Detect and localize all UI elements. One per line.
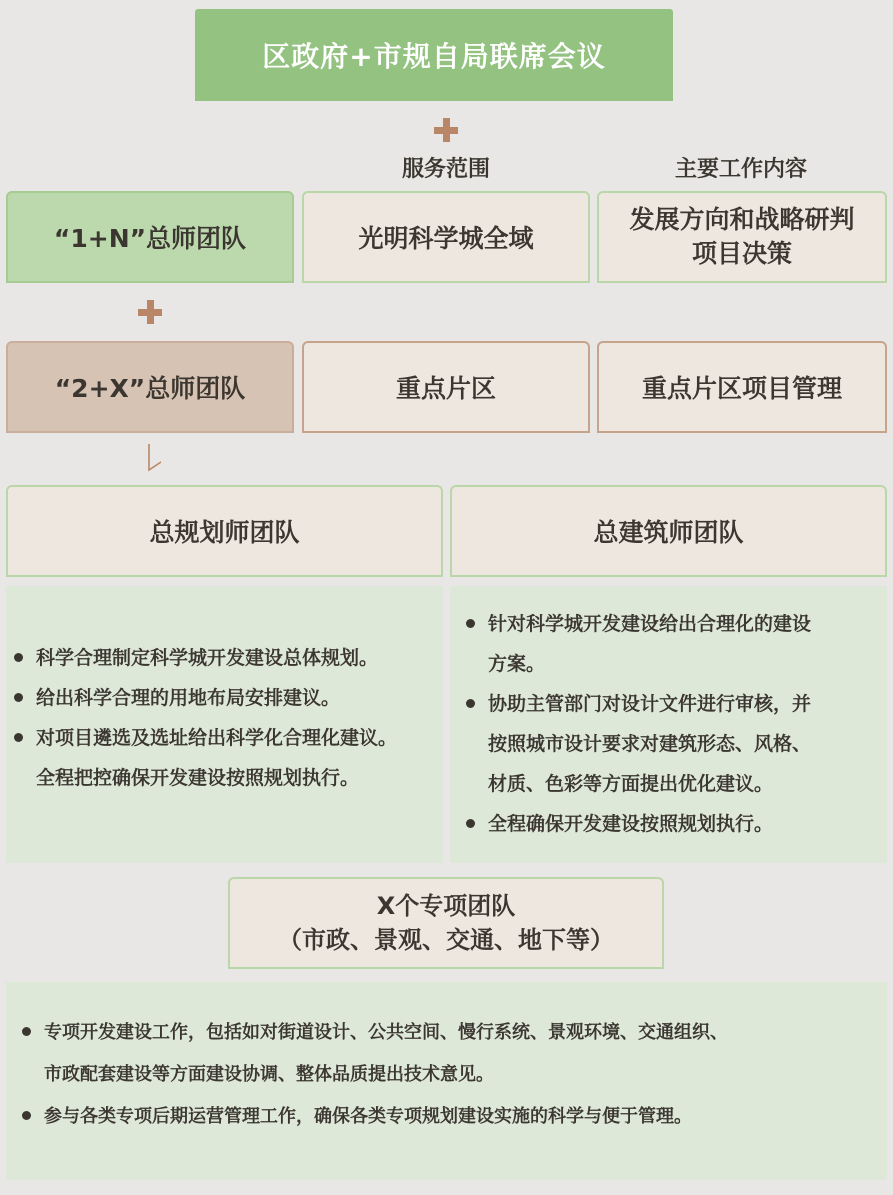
architects-box [450, 485, 887, 577]
content-1n-box [597, 191, 887, 283]
content-2x-box [597, 341, 887, 433]
team-2x-box [6, 341, 294, 433]
list-item: 科学合理制定科学城开发建设总体规划。 [10, 638, 443, 678]
special-teams-box [228, 877, 664, 969]
list-item: 参与各类专项后期运营管理工作，确保各类专项规划建设实施的科学与便于管理。 [18, 1096, 887, 1138]
plus-icon [138, 300, 162, 324]
scope-2x-label: 重点片区 [395, 374, 496, 403]
content-2x-label: 重点片区项目管理 [641, 374, 842, 403]
team-2x-label: “2+X”总师团队 [54, 374, 246, 403]
planners-title: 总规划师团队 [149, 518, 300, 547]
content-1n-line1: 发展方向和战略研判 [629, 205, 855, 234]
list-item: 给出科学合理的用地布局安排建议。 [10, 678, 443, 718]
list-item: 全程确保开发建设按照规划执行。 [462, 804, 887, 844]
content-1n-line2: 项目决策 [691, 239, 792, 268]
team-1n-label: “1+N”总师团队 [53, 224, 247, 253]
planners-extra: 全程把控确保开发建设按照规划执行。 [36, 767, 360, 789]
joint-meeting-box [195, 9, 673, 101]
list-item: 针对科学城开发建设给出合理化的建设 方案。 [462, 604, 887, 684]
special-teams-subtitle: （市政、景观、交通、地下等） [278, 926, 614, 954]
list-item: 对项目遴选及选址给出科学化合理化建议。 [10, 718, 443, 758]
scope-header: 服务范围 [401, 157, 490, 182]
list-item: 协助主管部门对设计文件进行审核，并 按照城市设计要求对建筑形态、风格、 材质、色彩等方面提出优化建议。 [462, 684, 887, 804]
planners-box [6, 485, 443, 577]
architects-panel [450, 586, 887, 863]
content-header: 主要工作内容 [674, 157, 807, 182]
team-1n-box [6, 191, 294, 283]
planners-list [10, 638, 443, 758]
scope-1n-box [302, 191, 590, 283]
architects-list [462, 604, 887, 844]
joint-meeting-title: 区政府+市规自局联席会议 [262, 40, 606, 73]
plus-icon [434, 118, 458, 142]
architects-title: 总建筑师团队 [593, 518, 744, 547]
scope-2x-box [302, 341, 590, 433]
arrow-down-icon [147, 440, 163, 474]
planners-panel [6, 586, 443, 863]
special-teams-panel [6, 982, 887, 1180]
special-teams-list [18, 1012, 887, 1138]
scope-1n-label: 光明科学城全域 [358, 224, 534, 253]
special-teams-title: X个专项团队 [376, 892, 516, 920]
list-item: 专项开发建设工作，包括如对街道设计、公共空间、慢行系统、景观环境、交通组织、 市政配套建设等方面建设协调、整体品质提出技术意见。 [18, 1012, 887, 1096]
